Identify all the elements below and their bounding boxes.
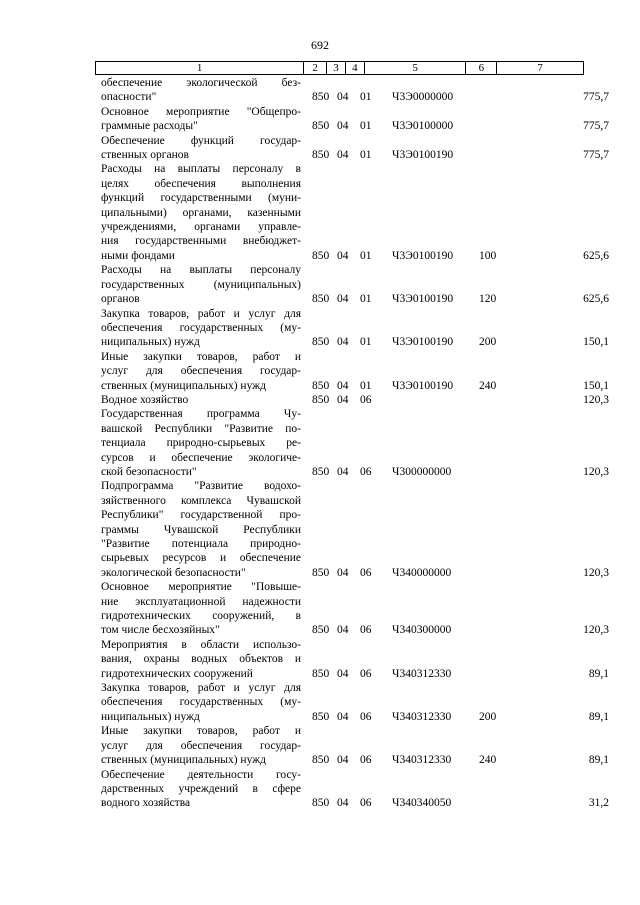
description-line: гидротехнических сооружений, в <box>101 610 301 623</box>
cell-col-7: 150,1 <box>583 336 609 349</box>
cell-col-2: 850 <box>312 710 330 723</box>
cell-col-7: 120,3 <box>583 624 609 637</box>
description-line: Водное хозяйство <box>101 393 189 406</box>
cell-col-3: 04 <box>337 379 349 392</box>
table-row <box>101 580 609 638</box>
description-line: тенциала природно-сырьевых ре- <box>101 437 301 450</box>
table-row <box>101 768 609 811</box>
cell-col-2: 850 <box>312 465 330 478</box>
cell-col-7: 150,1 <box>583 379 609 392</box>
cell-col-5: Ч3Э0100190 <box>392 293 454 306</box>
cell-col-4: 01 <box>360 379 372 392</box>
cell-col-5: Ч340000000 <box>392 566 452 579</box>
table-row <box>101 350 609 393</box>
cell-col-4: 06 <box>360 797 372 810</box>
description-line: ственных (муниципальных) нужд <box>101 754 266 767</box>
description-line: целях обеспечения выполнения <box>101 177 301 190</box>
description-line: ными фондами <box>101 249 175 262</box>
cell-col-7: 775,7 <box>583 91 609 104</box>
cell-col-5: Ч300000000 <box>392 465 452 478</box>
cell-col-5: Ч340312330 <box>392 754 452 767</box>
table-row <box>101 162 609 263</box>
description-line: дарственных учреждений в сфере <box>101 782 301 795</box>
description-line: Расходы на выплаты персоналу <box>101 264 301 277</box>
description-line: обеспечения государственных (му- <box>101 321 301 334</box>
cell-col-3: 04 <box>337 120 349 133</box>
cell-col-5: Ч3Э0100190 <box>392 149 454 162</box>
cell-col-3: 04 <box>337 293 349 306</box>
description-line: услуг для обеспечения государ- <box>101 365 301 378</box>
table-row <box>101 105 609 134</box>
cell-col-5: Ч3Э0100190 <box>392 379 454 392</box>
description-line: экологической безопасности" <box>101 566 246 579</box>
description-line: ственных органов <box>101 149 189 162</box>
cell-col-2: 850 <box>312 624 330 637</box>
description-line: Мероприятия в области использо- <box>101 638 301 651</box>
description-line: Расходы на выплаты персоналу в <box>101 163 301 176</box>
description-line: ниципальных) нужд <box>101 710 200 723</box>
cell-col-6: 100 <box>479 249 497 262</box>
cell-col-7: 625,6 <box>583 293 609 306</box>
table-row <box>101 76 609 105</box>
description-line: водного хозяйства <box>101 797 191 810</box>
cell-col-2: 850 <box>312 379 330 392</box>
description-line: граммы Чувашской Республики <box>101 523 301 536</box>
cell-col-5: Ч340300000 <box>392 624 452 637</box>
description-line: обеспечения государственных (му- <box>101 696 301 709</box>
header-col-6: 6 <box>466 62 497 74</box>
description-line: функций государственными (муни- <box>101 192 301 205</box>
description-line: вания, охраны водных объектов и <box>101 653 301 666</box>
cell-col-7: 120,3 <box>583 566 609 579</box>
description-line: Подпрограмма "Развитие водохо- <box>101 480 301 493</box>
cell-col-4: 01 <box>360 249 372 262</box>
description-line: гидротехнических сооружений <box>101 667 253 680</box>
cell-col-3: 04 <box>337 710 349 723</box>
description-line: ния государственными внебюджет- <box>101 235 301 248</box>
description-line: Иные закупки товаров, работ и <box>101 725 301 738</box>
description-line: Республики" государственной про- <box>101 509 301 522</box>
cell-col-4: 06 <box>360 710 372 723</box>
header-col-3: 3 <box>327 62 346 74</box>
cell-col-4: 01 <box>360 336 372 349</box>
header-col-7: 7 <box>537 62 543 74</box>
cell-col-6: 120 <box>479 293 497 306</box>
cell-col-3: 04 <box>337 667 349 680</box>
cell-col-4: 01 <box>360 120 372 133</box>
description-line: обеспечение экологической без- <box>101 77 301 89</box>
description-line: Основное мероприятие "Общепро- <box>101 105 301 118</box>
cell-col-3: 04 <box>337 149 349 162</box>
cell-col-4: 01 <box>360 149 372 162</box>
description-line: граммные расходы" <box>101 120 198 133</box>
cell-col-7: 775,7 <box>583 120 609 133</box>
cell-col-2: 850 <box>312 293 330 306</box>
cell-col-3: 04 <box>337 465 349 478</box>
cell-col-3: 04 <box>337 249 349 262</box>
description-line: зяйственного комплекса Чувашской <box>101 494 301 507</box>
description-line: том числе бесхозяйных" <box>101 624 220 637</box>
cell-col-2: 850 <box>312 754 330 767</box>
description-line: ципальными) органами, казенными <box>101 206 301 219</box>
description-line: ниципальных) нужд <box>101 336 200 349</box>
cell-col-3: 04 <box>337 624 349 637</box>
cell-col-6: 240 <box>479 379 497 392</box>
description-line: вашской Республики "Развитие по- <box>101 422 301 435</box>
cell-col-4: 06 <box>360 754 372 767</box>
cell-col-3: 04 <box>337 336 349 349</box>
table-row <box>101 307 609 350</box>
cell-col-5: Ч340312330 <box>392 667 452 680</box>
cell-col-4: 06 <box>360 566 372 579</box>
cell-col-5: Ч3Э0100000 <box>392 120 454 133</box>
header-col-4: 4 <box>346 62 365 74</box>
cell-col-4: 06 <box>360 624 372 637</box>
description-line: органов <box>101 293 140 306</box>
header-col-5: 5 <box>365 62 467 74</box>
table-row <box>101 681 609 724</box>
cell-col-4: 06 <box>360 667 372 680</box>
cell-col-2: 850 <box>312 566 330 579</box>
cell-col-5: Ч3Э0100190 <box>392 249 454 262</box>
cell-col-6: 200 <box>479 336 497 349</box>
cell-col-2: 850 <box>312 797 330 810</box>
description-line: Закупка товаров, работ и услуг для <box>101 682 301 695</box>
description-line: Закупка товаров, работ и услуг для <box>101 307 301 320</box>
cell-col-7: 31,2 <box>588 797 609 810</box>
table-row <box>101 393 609 407</box>
cell-col-7: 775,7 <box>583 149 609 162</box>
cell-col-2: 850 <box>312 336 330 349</box>
header-col-2: 2 <box>304 62 327 74</box>
cell-col-6: 200 <box>479 710 497 723</box>
description-line: Обеспечение функций государ- <box>101 134 301 147</box>
cell-col-3: 04 <box>337 91 349 104</box>
page-number: 692 <box>311 38 329 52</box>
cell-col-5: Ч3Э0100190 <box>392 336 454 349</box>
description-line: услуг для обеспечения государ- <box>101 739 301 752</box>
description-line: Государственная программа Чу- <box>101 408 301 421</box>
table-row <box>101 407 609 479</box>
cell-col-4: 01 <box>360 91 372 104</box>
cell-col-7: 120,3 <box>583 465 609 478</box>
description-line: ственных (муниципальных) нужд <box>101 379 266 392</box>
description-line: "Развитие потенциала природно- <box>101 538 301 550</box>
cell-col-2: 850 <box>312 91 330 104</box>
cell-col-2: 850 <box>312 667 330 680</box>
cell-col-5: Ч340340050 <box>392 797 452 810</box>
cell-col-3: 04 <box>337 754 349 767</box>
cell-col-2: 850 <box>312 149 330 162</box>
cell-col-5: Ч3Э0000000 <box>392 91 454 104</box>
header-col-1: 1 <box>96 62 304 74</box>
cell-col-4: 06 <box>360 465 372 478</box>
cell-col-2: 850 <box>312 393 330 406</box>
cell-col-7: 120,3 <box>583 393 609 406</box>
description-line: Обеспечение деятельности госу- <box>101 768 301 781</box>
description-line: ской безопасности" <box>101 465 197 478</box>
description-line: ние эксплуатационной надежности <box>101 595 301 608</box>
description-line: сырьевых ресурсов и обеспечение <box>101 552 301 565</box>
description-line: сурсов и обеспечение экологиче- <box>101 451 301 464</box>
table-row <box>101 638 609 681</box>
cell-col-7: 89,1 <box>588 667 609 680</box>
table-row <box>101 479 609 580</box>
cell-col-4: 01 <box>360 293 372 306</box>
table-header <box>95 61 584 75</box>
cell-col-2: 850 <box>312 120 330 133</box>
cell-col-7: 89,1 <box>588 754 609 767</box>
budget-table-body <box>101 76 609 811</box>
description-line: государственных (муниципальных) <box>101 278 301 291</box>
description-line: Иные закупки товаров, работ и <box>101 350 301 363</box>
cell-col-7: 89,1 <box>588 710 609 723</box>
description-line: учреждениями, органами управле- <box>101 221 301 234</box>
table-row <box>101 134 609 163</box>
description-line: Основное мероприятие "Повыше- <box>101 581 301 594</box>
cell-col-3: 04 <box>337 566 349 579</box>
cell-col-4: 06 <box>360 393 372 406</box>
cell-col-7: 625,6 <box>583 249 609 262</box>
cell-col-3: 04 <box>337 393 349 406</box>
table-row <box>101 724 609 767</box>
cell-col-5: Ч340312330 <box>392 710 452 723</box>
cell-col-3: 04 <box>337 797 349 810</box>
cell-col-6: 240 <box>479 754 497 767</box>
description-line: опасности" <box>101 91 157 104</box>
cell-col-2: 850 <box>312 249 330 262</box>
table-row <box>101 263 609 306</box>
